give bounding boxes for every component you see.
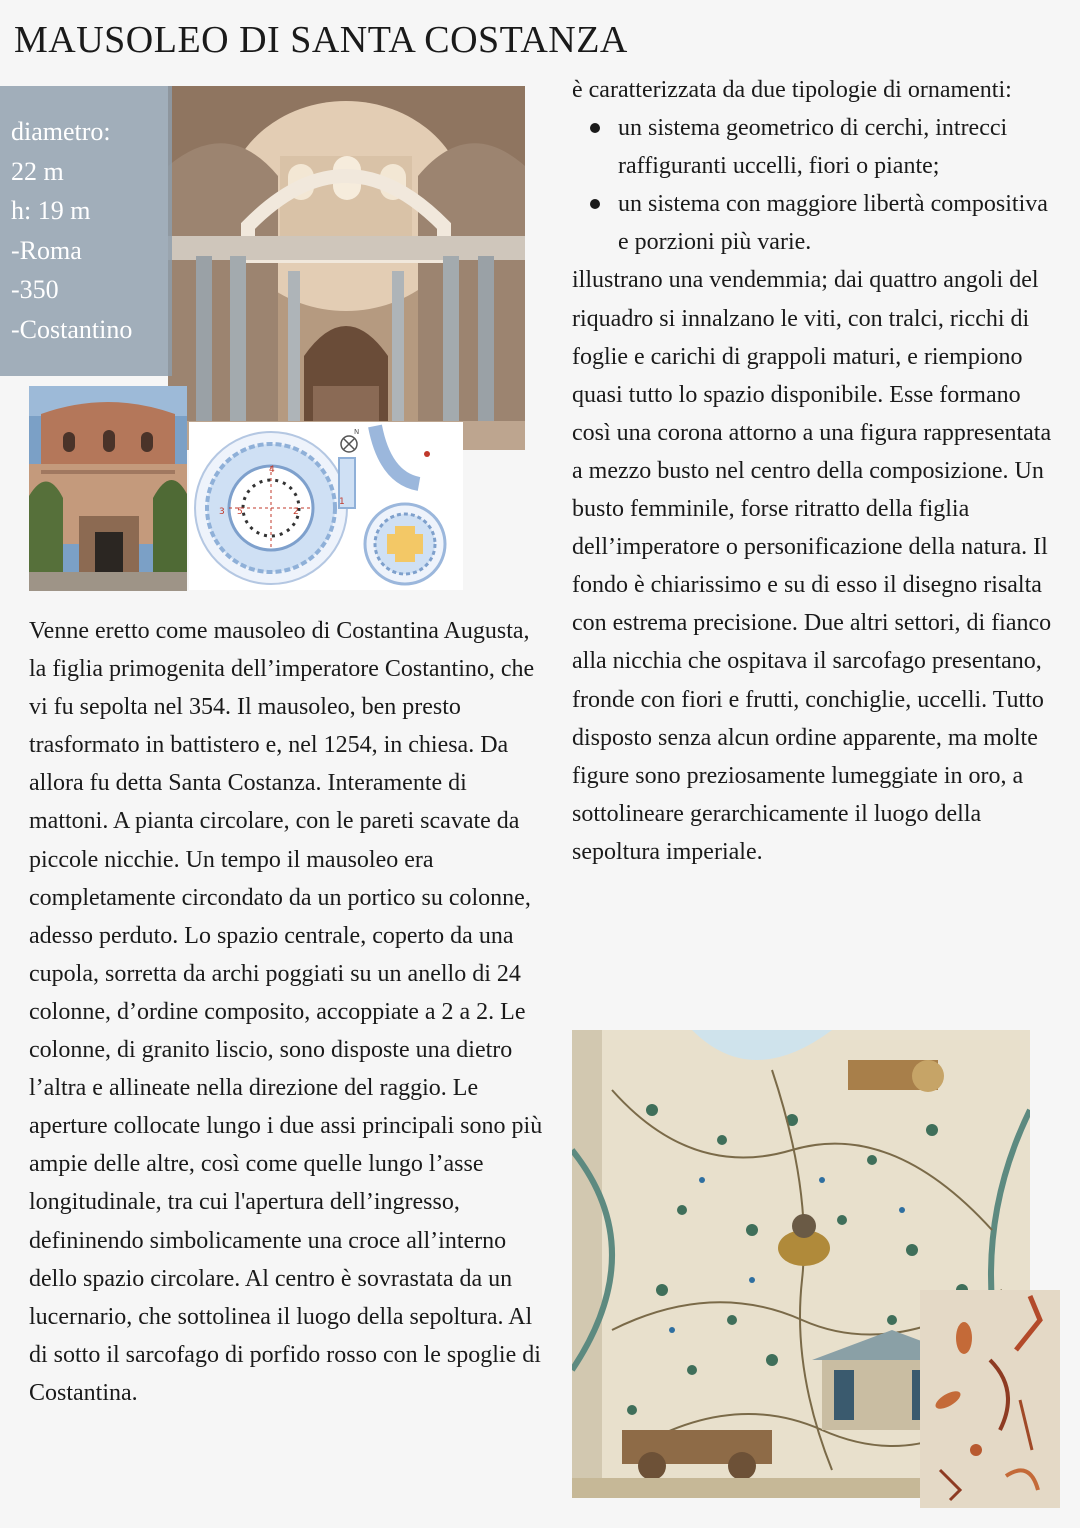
left-column (29, 612, 549, 1412)
plan-label-1: 1 (339, 497, 345, 507)
page-title: MAUSOLEO DI SANTA COSTANZA (14, 19, 628, 61)
info-box (0, 86, 172, 376)
right-column (572, 71, 1064, 871)
plan-label-3: 3 (219, 507, 225, 517)
info-height: h: 19 m (11, 196, 91, 225)
ornaments-intro: è caratterizzata da due tipologie di ornamenti: (572, 77, 1012, 103)
ornament-item-geometric: un sistema geometrico di cerchi, intrecci raffiguranti uccelli, fiori o piante; (572, 109, 1064, 185)
mosaic-description: illustrano una vendemmia; dai quattro angoli del riquadro si innalzano le viti, con tralci, ricchi di foglie e carichi di grappoli maturi, e riempiono quasi tutto lo spazio disponibile. Esse formano così una corona attorno a una figura rappresentata a mezzo busto nel centro della composizione. Un busto femminile, forse ritratto della figlia dell’imperatore o personificazione della natura. Il fondo è chiarissimo e su di esso il disegno risalta con estrema precisione. Due altri settori, di fianco alla nicchia che ospitava il sarcofago presentano, fronde con fiori e frutti, conchiglie, uccelli. Tutto disposto senza alcun ordine apparente, ma molte figure sono preziosamente lumeggiate in oro, a sottolineare gerarchicamente il luogo della sepoltura imperiale. (572, 267, 1052, 865)
info-patron: -Costantino (11, 314, 133, 344)
plan-north-label: N (354, 428, 360, 436)
floor-plan (189, 422, 463, 590)
info-date: -350 (11, 275, 59, 304)
info-diameter-label: diametro: (11, 117, 111, 146)
interior-photo (168, 86, 525, 450)
mosaic-detail (920, 1290, 1060, 1508)
ornaments-list (572, 109, 1064, 261)
plan-label-2: 2 (293, 507, 299, 517)
exterior-photo (29, 386, 187, 591)
plan-label-5: 5 (237, 507, 243, 517)
info-diameter-value: 22 m (11, 156, 64, 186)
history-paragraph: Venne eretto come mausoleo di Costantina Augusta, la figlia primogenita dell’imperatore Costantino, che vi fu sepolta nel 354. Il mausoleo, ben presto trasformato in battistero e, nel 1254, in chiesa. Da allora fu detta Santa Costanza. Interamente di mattoni. A pianta circolare, con le pareti scavate da piccole nicchie. Un tempo il mausoleo era completamente circondato da un portico su colonne, adesso perduto. Lo spazio centrale, coperto da una cupola, sorretta da archi poggiati su un anello di 24 colonne, d’ordine composito, accoppiate a 2 a 2. Le colonne, di granito liscio, sono disposte una dietro l’altra e allineate nella direzione del raggio. Le aperture collocate lungo i due assi principali sono più ampie delle altre, così come quelle lungo l’asse longitudinale, tra cui l'apertura dell’ingresso, defininendo simbolicamente una croce all’interno dello spazio circolare. Al centro è sovrastata da un lucernario, che sottolinea il luogo della sepoltura. Al di sotto il sarcofago di porfido rosso con le spoglie di Costantina. (29, 618, 543, 1406)
plan-label-4: 4 (269, 465, 275, 475)
ornament-item-free: un sistema con maggiore libertà compositiva e porzioni più varie. (572, 185, 1064, 261)
info-place: -Roma (11, 235, 82, 265)
